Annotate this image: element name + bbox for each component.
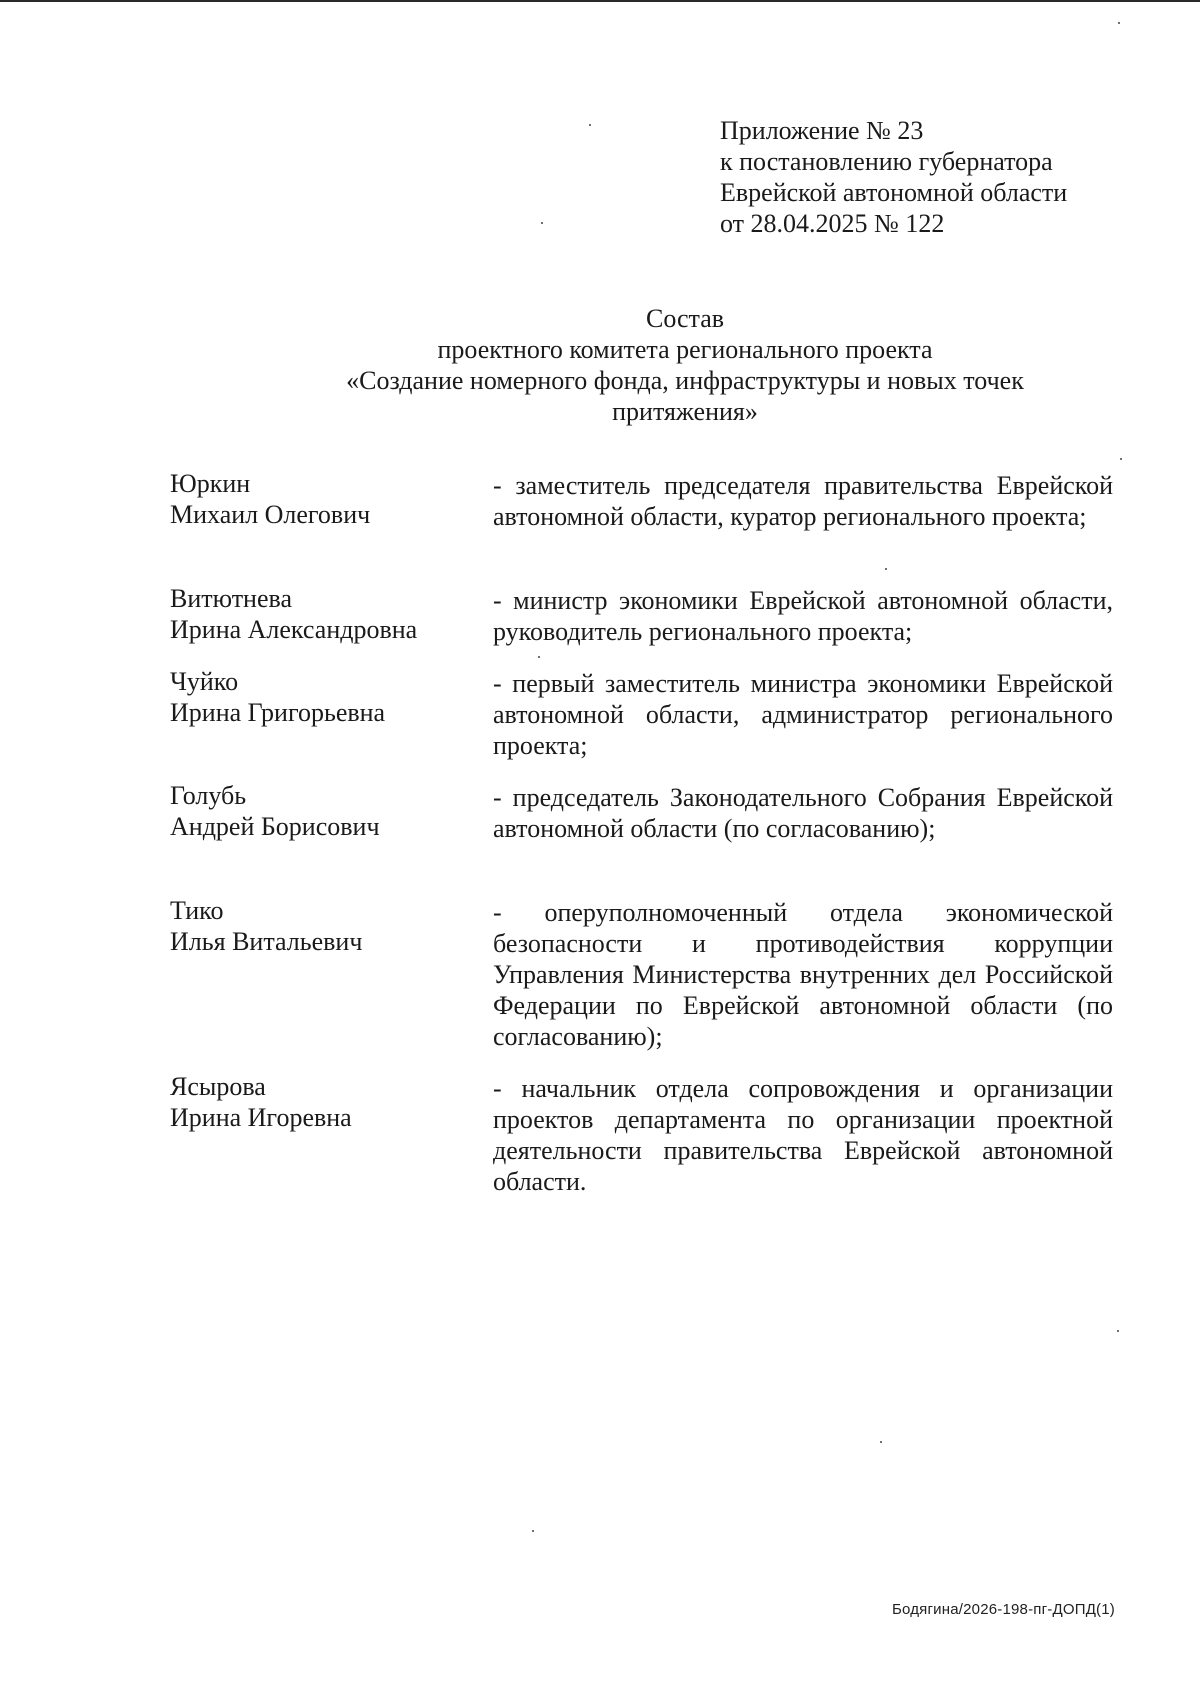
scan-speck (589, 124, 591, 126)
member-role-text: - начальник отдела сопровождения и организации проектов департамента по организации проектной деятельности правительства Еврейской автономной области. (493, 1074, 1113, 1196)
heading-project-name-cont: притяжения» (612, 397, 758, 426)
member-given-names: Ирина Григорьевна (170, 698, 386, 727)
member-surname: Голубь (170, 781, 247, 810)
scan-speck (885, 568, 887, 570)
document-heading (280, 303, 1090, 427)
member-name (170, 666, 385, 728)
member-name (170, 895, 362, 957)
member-name (170, 780, 380, 842)
approval-stamp-block (720, 115, 1067, 239)
member-name (170, 468, 370, 530)
member-surname: Ясырова (170, 1072, 266, 1101)
member-role-text: - председатель Законодательного Собрания Еврейской автономной области (по согласованию); (493, 783, 1113, 843)
member-role (493, 668, 1113, 761)
scan-speck (1117, 1330, 1119, 1332)
member-role (493, 470, 1113, 532)
member-given-names: Михаил Олегович (170, 500, 371, 529)
scan-speck (880, 1441, 882, 1443)
scan-speck (1120, 458, 1122, 460)
member-surname: Чуйко (170, 667, 239, 696)
scan-speck (541, 222, 543, 224)
heading-subtitle: проектного комитета регионального проекта (437, 335, 933, 364)
member-role (493, 585, 1113, 647)
appendix-number: Приложение № 23 (720, 116, 924, 145)
member-name (170, 583, 417, 645)
member-role-text: - первый заместитель министра экономики Еврейской автономной области, администратор регионального проекта; (493, 669, 1113, 760)
member-given-names: Ирина Александровна (170, 615, 418, 644)
resolution-reference: к постановлению губернатора (720, 147, 1053, 176)
member-role (493, 1073, 1113, 1197)
document-registration-code: Бодягина/2026-198-пг-ДОПД(1) (891, 1601, 1115, 1618)
member-surname: Витютнева (170, 584, 292, 613)
member-surname: Юркин (170, 469, 251, 498)
heading-project-name: «Создание номерного фонда, инфраструктуры и новых точек (346, 366, 1024, 395)
member-given-names: Ирина Игоревна (170, 1103, 352, 1132)
scan-speck (532, 1530, 534, 1532)
member-given-names: Илья Витальевич (170, 927, 363, 956)
scan-edge-line (0, 0, 1200, 2)
scan-speck (538, 656, 540, 658)
member-role-text: - заместитель председателя правительства Еврейской автономной области, куратор регионального проекта; (493, 471, 1113, 531)
member-role-text: - оперуполномоченный отдела экономической безопасности и противодействия коррупции Управления Министерства внутренних дел Российской Федерации по Еврейской автономной области (по согласованию); (493, 898, 1113, 1051)
heading-title: Состав (645, 304, 725, 333)
member-name (170, 1071, 352, 1133)
member-role-text: - министр экономики Еврейской автономной области, руководитель регионального проекта; (493, 586, 1113, 646)
region-name: Еврейской автономной области (720, 178, 1068, 207)
member-surname: Тико (170, 896, 224, 925)
member-given-names: Андрей Борисович (170, 812, 380, 841)
scan-speck (1118, 22, 1120, 24)
member-role (493, 897, 1113, 1052)
member-role (493, 782, 1113, 844)
resolution-date: от 28.04.2025 № 122 (720, 209, 945, 238)
